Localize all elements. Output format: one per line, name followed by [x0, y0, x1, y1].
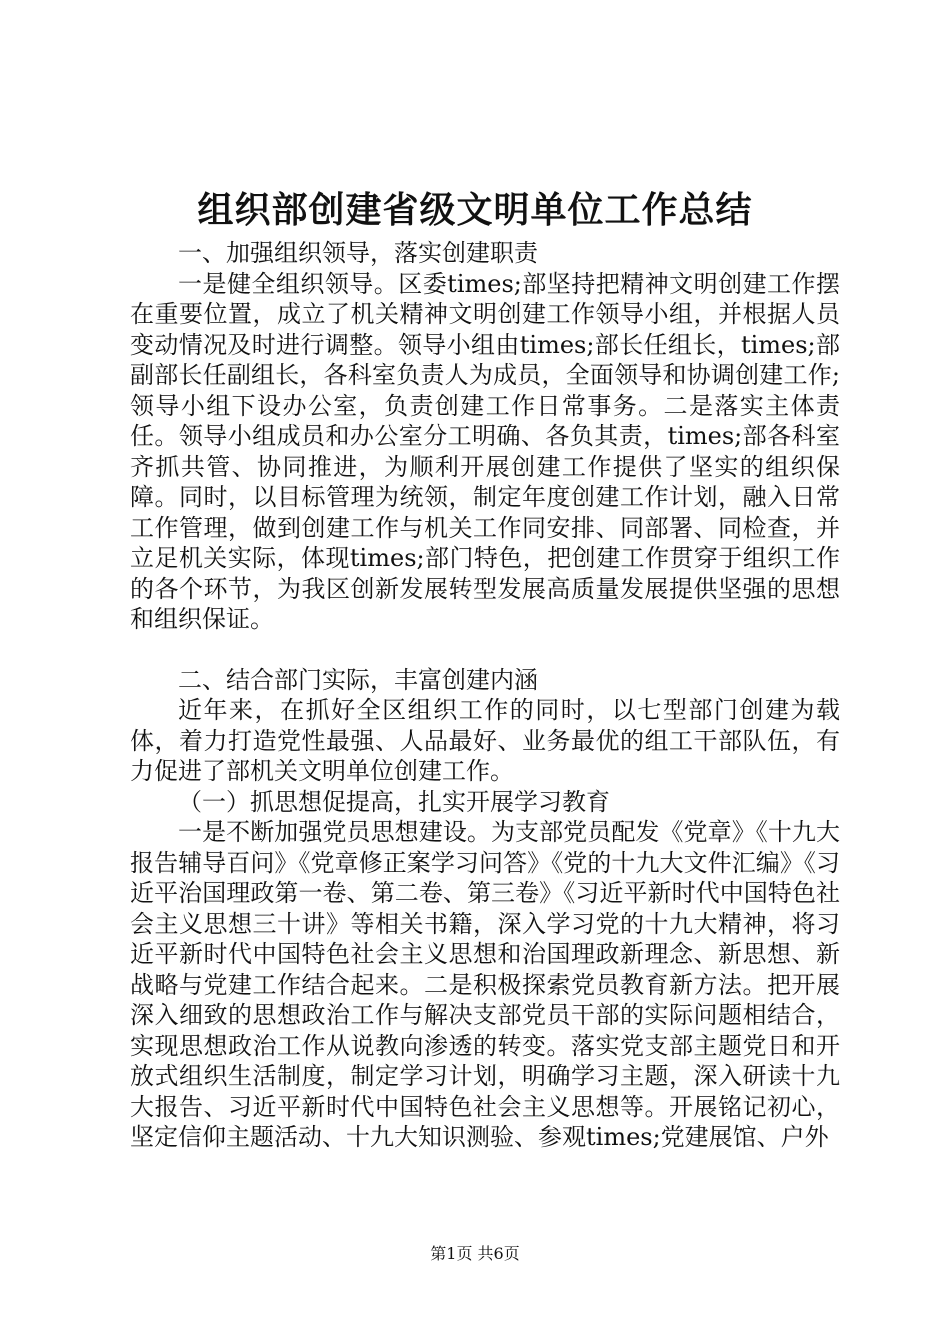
subsection-heading: （一）抓思想促提高，扎实开展学习教育 [178, 787, 610, 816]
section-heading-1: 一、加强组织领导，落实创建职责 [178, 239, 538, 267]
paragraph: 一是不断加强党员思想建设。为支部党员配发《党章》《十九大报告辅导百问》《党章修正案学习问答》《党的十九大文件汇编》《习近平治国理政第一卷、第二卷、第三卷》《习近平新时代中国特色社会主义思想三十讲》等相关书籍，深入学习党的十九大精神，将习近平新时代中国特色社会主义思想和治国理政新理念、新思想、新战略与党建工作结合起来。二是积极探索党员教育新方法。把开展深入细致的思想政治工作与解决支部党员干部的实际问题相结合，实现思想政治工作从说教向渗透的转变。落实党支部主题党日和开放式组织生活制度，制定学习计划，明确学习主题，深入研读十九大报告、习近平新时代中国特色社会主义思想等。开展铭记初心，坚定信仰主题活动、十九大知识测验、参观times;党建展馆、户外 [130, 818, 840, 1151]
paragraph: 一是健全组织领导。区委times;部坚持把精神文明创建工作摆在重要位置，成立了机关精神文明创建工作领导小组，并根据人员变动情况及时进行调整。领导小组由times;部长任组长，times;部副部长任副组长，各科室负责人为成员，全面领导和协调创建工作;领导小组下设办公室，负责创建工作日常事务。二是落实主体责任。领导小组成员和办公室分工明确、各负其责，times;部各科室齐抓共管、协同推进，为顺利开展创建工作提供了坚实的组织保障。同时，以目标管理为统领，制定年度创建工作计划，融入日常工作管理，做到创建工作与机关工作同安排、同部署、同检查，并立足机关实际，体现times;部门特色，把创建工作贯穿于组织工作的各个环节，为我区创新发展转型发展高质量发展提供坚强的思想和组织保证。 [130, 269, 840, 633]
document-title: 组织部创建省级文明单位工作总结 [197, 189, 753, 231]
page-number-footer: 第1页 共6页 [430, 1244, 520, 1263]
section-heading-2: 二、结合部门实际，丰富创建内涵 [178, 665, 538, 694]
paragraph: 近年来，在抓好全区组织工作的同时，以七型部门创建为载体，着力打造党性最强、人品最好、业务最优的组工干部队伍，有力促进了部机关文明单位创建工作。 [130, 696, 840, 785]
document-body [130, 238, 840, 1153]
